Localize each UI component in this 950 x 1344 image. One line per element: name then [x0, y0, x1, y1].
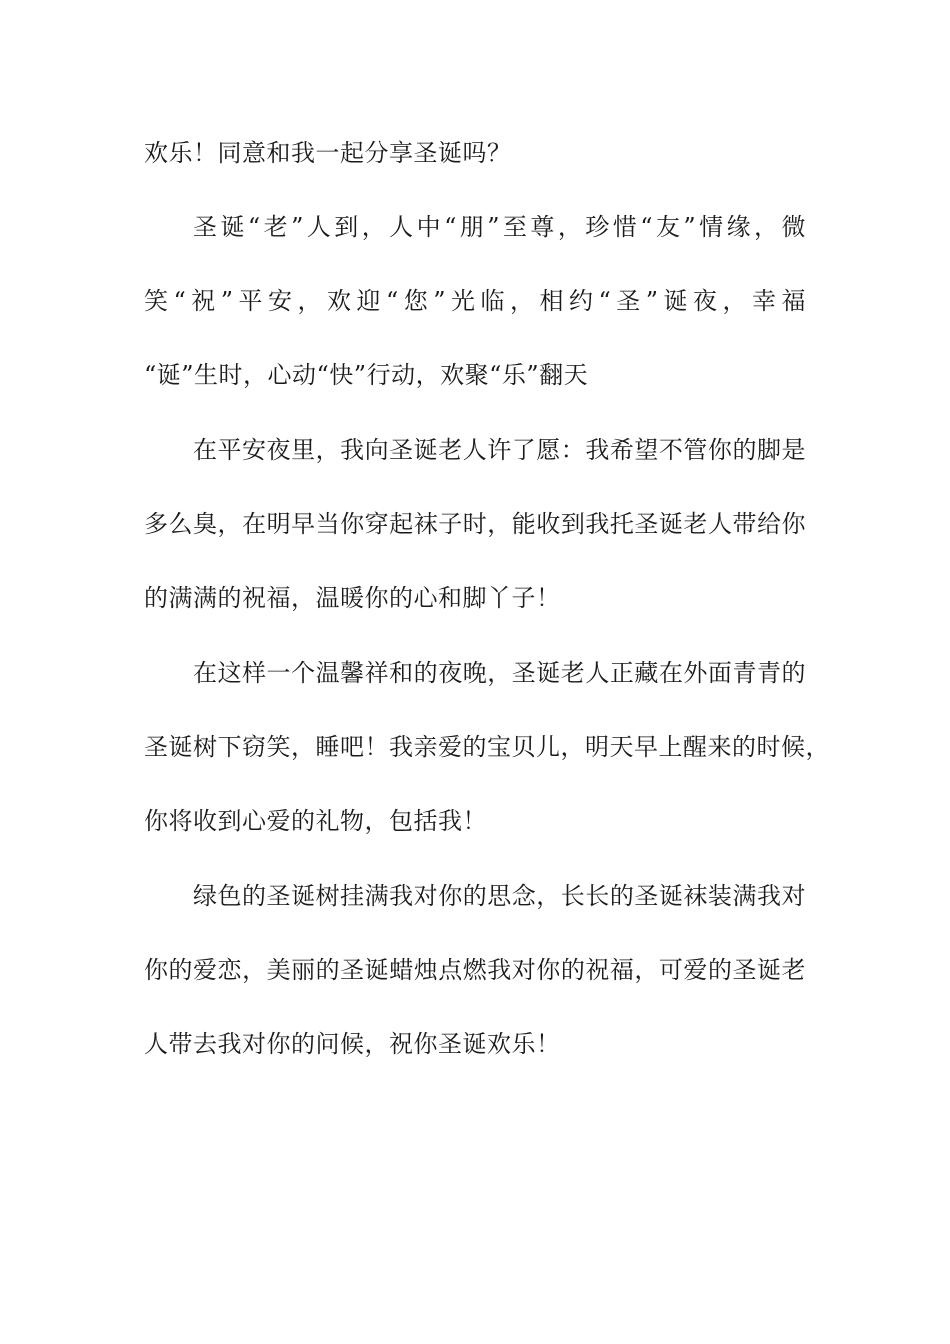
paragraph-4-line-2: 圣诞树下窃笑，睡吧！我亲爱的宝贝儿，明天早上醒来的时候， [144, 733, 830, 761]
paragraph-5-line-2: 你的爱恋，美丽的圣诞蜡烛点燃我对你的祝福，可爱的圣诞老 [144, 956, 806, 984]
paragraph-2-line-2: 笑“祝”平安，欢迎“您”光临，相约“圣”诞夜，幸福 [144, 287, 806, 315]
paragraph-1-line-1: 欢乐！同意和我一起分享圣诞吗？ [144, 139, 512, 167]
paragraph-5-line-1: 绿色的圣诞树挂满我对你的思念，长长的圣诞袜装满我对 [193, 882, 806, 910]
paragraph-3-line-2: 多么臭，在明早当你穿起袜子时，能收到我托圣诞老人带给你 [144, 510, 806, 538]
paragraph-2-line-3: “诞”生时，心动“快”行动，欢聚“乐”翻天 [144, 361, 589, 389]
paragraph-5-line-3: 人带去我对你的问候，祝你圣诞欢乐！ [144, 1030, 561, 1058]
paragraph-3-line-1: 在平安夜里，我向圣诞老人许了愿：我希望不管你的脚是 [193, 436, 806, 464]
paragraph-4-line-3: 你将收到心爱的礼物，包括我！ [144, 807, 487, 835]
paragraph-2-line-1: 圣诞“老”人到，人中“朋”至尊，珍惜“友”情缘，微 [193, 213, 806, 241]
paragraph-3-line-3: 的满满的祝福，温暖你的心和脚丫子！ [144, 584, 561, 612]
paragraph-4-line-1: 在这样一个温馨祥和的夜晚，圣诞老人正藏在外面青青的 [193, 659, 806, 687]
